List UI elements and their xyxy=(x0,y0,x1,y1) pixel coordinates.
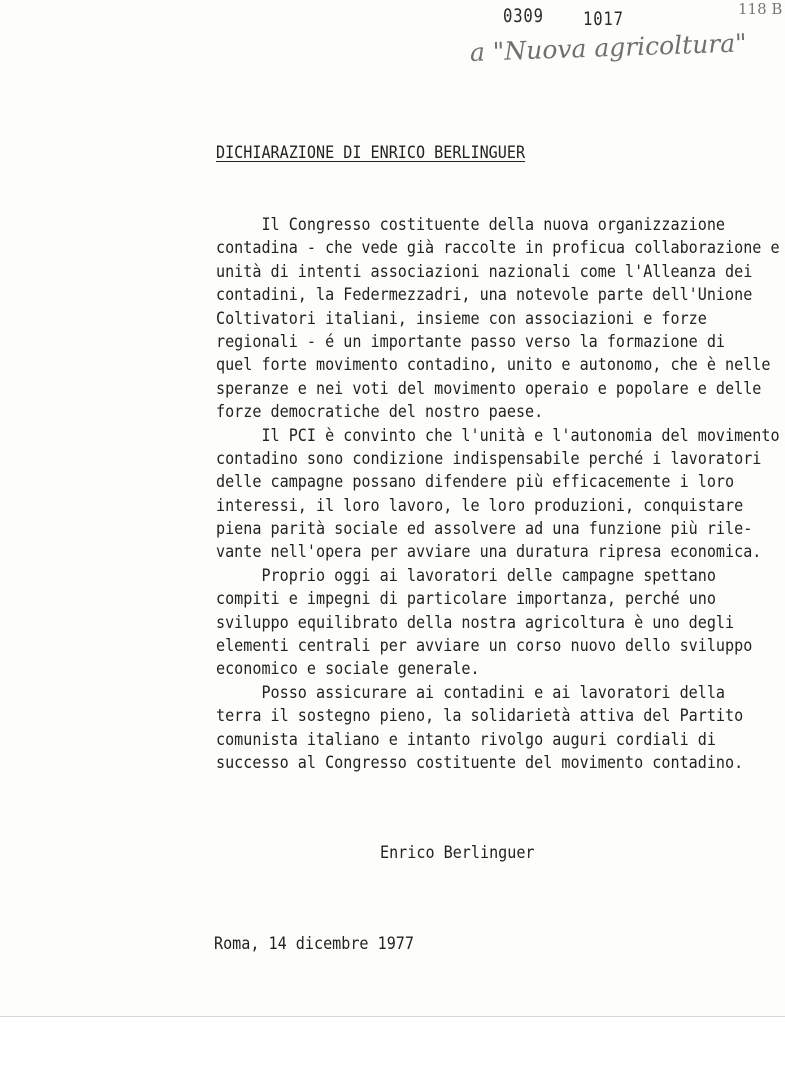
body-line: sviluppo equilibrato della nostra agricoltura è uno degli xyxy=(216,612,735,632)
page-edge xyxy=(0,1016,785,1017)
body-line: Posso assicurare ai contadini e ai lavoratori della xyxy=(216,682,726,702)
body-line: delle campagne possano difendere più efficacemente i loro xyxy=(216,472,735,492)
document-body xyxy=(216,213,780,774)
body-line: contadino sono condizione indispensabile perché i lavoratori xyxy=(216,448,762,468)
body-line: compiti e impegni di particolare importanza, perché uno xyxy=(216,589,716,609)
handwritten-note: a "Nuova agricoltura" xyxy=(469,28,748,67)
body-line: unità di intenti associazioni nazionali come l'Alleanza dei xyxy=(216,261,753,281)
body-line: successo al Congresso costituente del movimento contadino. xyxy=(216,752,744,772)
body-line: Il PCI è convinto che l'unità e l'autonomia del movimento xyxy=(216,425,780,445)
body-line: elementi centrali per avviare un corso nuovo dello sviluppo xyxy=(216,636,753,656)
body-line: Coltivatori italiani, insieme con associazioni e forze xyxy=(216,308,707,328)
document-title: DICHIARAZIONE DI ENRICO BERLINGUER xyxy=(216,143,526,162)
body-line: quel forte movimento contadino, unito e autonomo, che è nelle xyxy=(216,355,771,375)
body-line: interessi, il loro lavoro, le loro produzioni, conquistare xyxy=(216,495,744,515)
body-line: forze democratiche del nostro paese. xyxy=(216,402,544,422)
body-line: regionali - é un importante passo verso la formazione di xyxy=(216,331,726,351)
body-line: piena parità sociale ed assolvere ad una funzione più rile- xyxy=(216,519,753,539)
archive-stamp-number: 1017 xyxy=(583,8,624,30)
body-line: economico e sociale generale. xyxy=(216,659,480,679)
archive-stamp-code: 0309 xyxy=(503,5,544,27)
body-line: contadina - che vede già raccolte in proficua collaborazione e xyxy=(216,238,780,258)
body-line: Proprio oggi ai lavoratori delle campagne spettano xyxy=(216,565,716,585)
body-line: contadini, la Federmezzadri, una notevole parte dell'Unione xyxy=(216,285,753,305)
signature: Enrico Berlinguer xyxy=(380,843,535,862)
body-line: Il Congresso costituente della nuova organizzazione xyxy=(216,215,726,234)
place-date: Roma, 14 dicembre 1977 xyxy=(214,934,414,953)
body-line: vante nell'opera per avviare una duratura ripresa economica. xyxy=(216,542,762,562)
body-line: comunista italiano e intanto rivolgo auguri cordiali di xyxy=(216,729,716,749)
body-line: terra il sostegno pieno, la solidarietà attiva del Partito xyxy=(216,706,744,726)
corner-mark: 118 B xyxy=(738,0,783,18)
body-line: speranze e nei voti del movimento operaio e popolare e delle xyxy=(216,378,762,398)
